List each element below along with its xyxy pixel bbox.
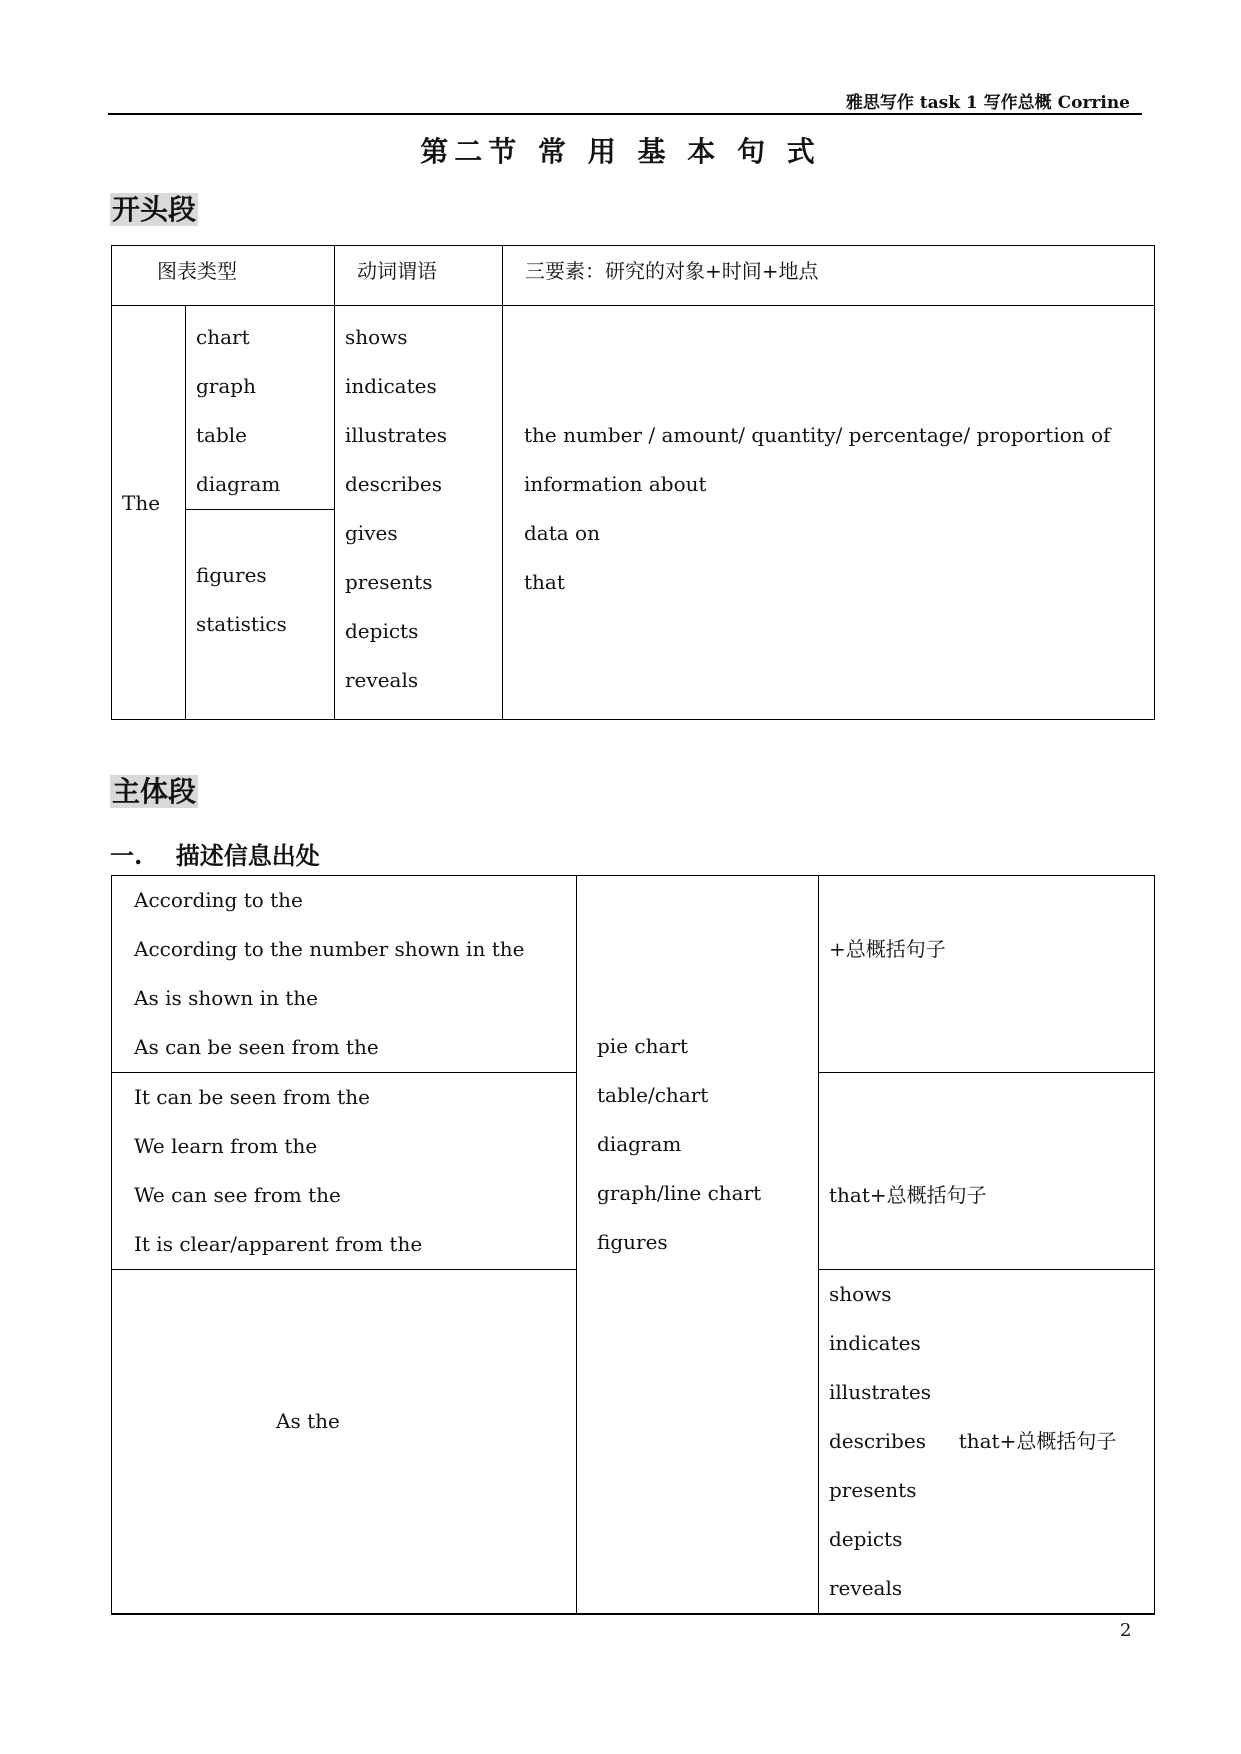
middle-cell	[577, 876, 819, 1615]
list-item: According to the	[134, 888, 303, 912]
right2-list	[819, 1073, 1154, 1220]
verb-describes: describes	[829, 1429, 926, 1453]
list-item: It is clear/apparent from the	[134, 1232, 423, 1256]
list-item: According to the number shown in the	[134, 937, 525, 961]
list-item: indicates	[829, 1331, 921, 1355]
group2-cell	[112, 1073, 577, 1270]
opening-table	[111, 245, 1155, 720]
opening-section	[110, 190, 198, 230]
verb-suffix: that+总概括句子	[958, 1429, 1117, 1453]
chart-types-b-cell	[186, 510, 335, 720]
header-rule	[108, 113, 1142, 115]
list-item: figures	[597, 1230, 668, 1254]
objects-list	[503, 306, 1154, 607]
list-item: diagram	[196, 472, 281, 496]
middle-list	[577, 876, 818, 1267]
page-number: 2	[1120, 1620, 1132, 1641]
list-item: chart	[196, 325, 250, 349]
header-verb-label: 动词谓语	[357, 259, 437, 283]
list-item: depicts	[345, 619, 419, 643]
list-item: indicates	[345, 374, 437, 398]
list-item: shows	[345, 325, 408, 349]
list-item: reveals	[345, 668, 419, 692]
list-item: illustrates	[829, 1380, 931, 1404]
objects-cell	[503, 306, 1155, 720]
list-item: that	[524, 570, 565, 594]
list-item: graph/line chart	[597, 1181, 762, 1205]
the-word: The	[122, 490, 161, 515]
list-item: As is shown in the	[134, 986, 319, 1010]
list-item: presents	[345, 570, 433, 594]
header-elements	[503, 246, 1155, 306]
chart-types-a-cell	[186, 306, 335, 510]
list-item: As can be seen from the	[134, 1035, 379, 1059]
right1-text: +总概括句子	[829, 937, 946, 961]
group3-cell	[112, 1270, 577, 1615]
list-item: depicts	[829, 1527, 903, 1551]
group3-text: As the	[276, 1408, 340, 1433]
list-item: statistics	[196, 612, 287, 636]
group1-list	[112, 876, 576, 1072]
list-item: describes	[345, 472, 442, 496]
list-item: graph	[196, 374, 256, 398]
right2-cell	[819, 1073, 1155, 1270]
list-item: figures	[196, 563, 267, 587]
header-chart-type-label: 图表类型	[157, 259, 237, 283]
list-item: table/chart	[597, 1083, 709, 1107]
list-item: diagram	[597, 1132, 682, 1156]
list-item: illustrates	[345, 423, 447, 447]
right1-list	[819, 876, 1154, 974]
list-item	[829, 1417, 1154, 1466]
chart-types-b-list	[186, 510, 334, 649]
list-item: data on	[524, 521, 600, 545]
source-table	[111, 875, 1155, 1615]
header-chart-type	[112, 246, 335, 306]
list-item: presents	[829, 1478, 917, 1502]
body-label: 主体段	[112, 775, 197, 808]
group2-list	[112, 1073, 576, 1269]
list-item: pie chart	[597, 1034, 688, 1058]
list-item: the number / amount/ quantity/ percentage/ proportion of	[524, 423, 1111, 447]
verbs-list	[335, 306, 502, 705]
right3-list	[819, 1270, 1154, 1613]
list-item: We learn from the	[134, 1134, 318, 1158]
list-item: It can be seen from the	[134, 1085, 370, 1109]
body-subheading: 一. 描述信息出处	[110, 841, 320, 870]
list-item: reveals	[829, 1576, 903, 1600]
right2-text: that+总概括句子	[829, 1183, 987, 1207]
right1-cell	[819, 876, 1155, 1073]
list-item: shows	[829, 1282, 892, 1306]
list-item: gives	[345, 521, 398, 545]
verbs-cell	[335, 306, 503, 720]
opening-label: 开头段	[112, 193, 197, 226]
header-elements-label: 三要素：研究的对象+时间+地点	[525, 259, 819, 283]
list-item: We can see from the	[134, 1183, 341, 1207]
body-section	[110, 772, 198, 812]
list-item: table	[196, 423, 247, 447]
chart-types-a-list	[186, 306, 334, 509]
list-item: information about	[524, 472, 707, 496]
page-title: 第二节 常 用 基 本 句 式	[420, 135, 821, 168]
running-header: 雅思写作 task 1 写作总概 Corrine	[845, 93, 1130, 113]
the-cell	[112, 306, 186, 720]
right3-cell	[819, 1270, 1155, 1615]
header-verb	[335, 246, 503, 306]
group1-cell	[112, 876, 577, 1073]
